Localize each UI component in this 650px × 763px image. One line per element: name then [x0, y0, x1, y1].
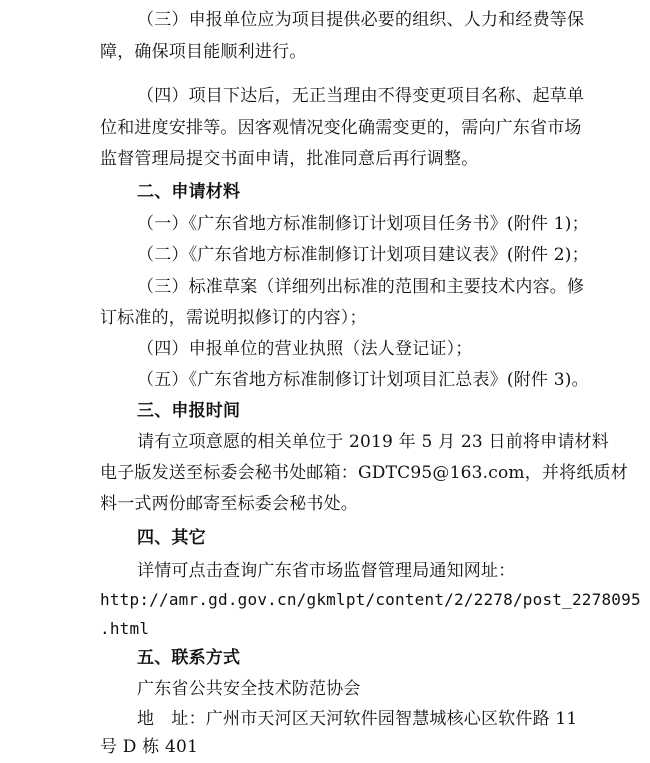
notice-url-continuation: .html	[100, 619, 150, 638]
paragraph-line: （四）项目下达后，无正当理由不得变更项目名称、起草单	[137, 86, 585, 106]
paragraph-line: 监督管理局提交书面申请，批准同意后再行调整。	[100, 149, 479, 169]
section-heading: 五、联系方式	[137, 648, 241, 668]
paragraph-line: 位和进度安排等。因客观情况变化确需变更的，需向广东省市场	[100, 118, 582, 138]
list-item: （二）《广东省地方标准制修订计划项目建议表》(附件 2)；	[137, 245, 589, 265]
list-item: （四）申报单位的营业执照（法人登记证）；	[137, 339, 473, 359]
contact-organization: 广东省公共安全技术防范协会	[137, 679, 361, 699]
contact-address: 地 址：广州市天河区天河软件园智慧城核心区软件路 11	[137, 709, 578, 729]
paragraph-line: 电子版发送至标委会秘书处邮箱：GDTC95@163.com，并将纸质材	[100, 463, 628, 483]
notice-url: http://amr.gd.gov.cn/gkmlpt/content/2/2278/post_2278095	[100, 590, 641, 609]
paragraph-line: 详情可点击查询广东省市场监督管理局通知网址：	[137, 561, 516, 581]
section-heading: 二、申请材料	[137, 182, 241, 202]
contact-address-continuation: 号 D 栋 401	[100, 737, 199, 757]
list-item: （三）标准草案（详细列出标准的范围和主要技术内容。修	[137, 277, 585, 297]
paragraph-line: 料一式两份邮寄至标委会秘书处。	[100, 494, 358, 514]
list-item: （五）《广东省地方标准制修订计划项目汇总表》(附件 3)。	[137, 370, 589, 390]
section-heading: 四、其它	[137, 528, 206, 548]
paragraph-line: 请有立项意愿的相关单位于 2019 年 5 月 23 日前将申请材料	[137, 432, 609, 452]
section-heading: 三、申报时间	[137, 401, 241, 421]
paragraph-line: （三）申报单位应为项目提供必要的组织、人力和经费等保	[137, 10, 585, 30]
paragraph-line: 障，确保项目能顺利进行。	[100, 42, 307, 62]
list-item-continuation: 订标准的，需说明拟修订的内容）；	[100, 308, 367, 328]
list-item: （一）《广东省地方标准制修订计划项目任务书》(附件 1)；	[137, 214, 589, 234]
